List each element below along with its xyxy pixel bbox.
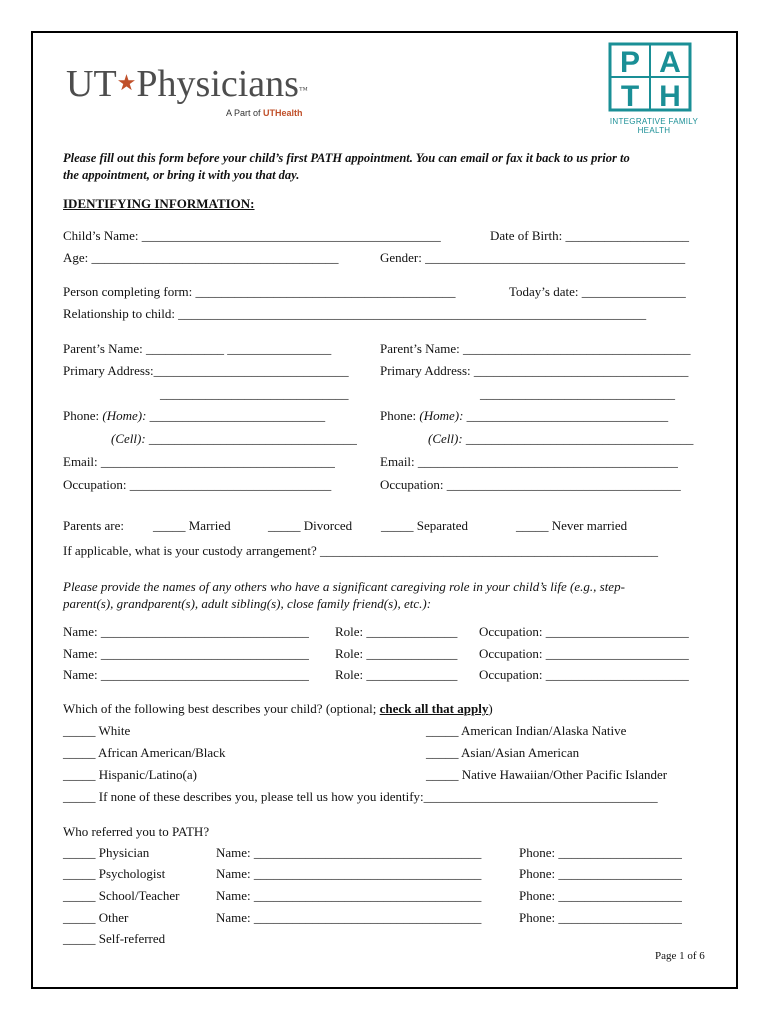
parent2-occupation-field[interactable]: Occupation: ____________________________________: [380, 477, 681, 492]
ut-sub-part: A Part of: [226, 108, 264, 118]
caregiver-occupation-field[interactable]: Occupation: ______________________: [479, 646, 689, 661]
parent2-phone-cell[interactable]: (Cell): ___________________________________: [428, 431, 694, 446]
intro-line-2: the appointment, or bring it with you that day.: [63, 168, 300, 182]
ethnicity-question-close: ): [488, 701, 493, 716]
parent1-name-field[interactable]: Parent’s Name: ____________ ________________: [63, 341, 332, 356]
parent2-address-line2[interactable]: ______________________________: [480, 386, 675, 401]
check-all-emphasis: check all that apply: [379, 701, 489, 716]
married-option[interactable]: _____ Married: [153, 518, 231, 533]
person-completing-field[interactable]: Person completing form: ________________________________________: [63, 284, 456, 299]
never-married-option[interactable]: _____ Never married: [516, 518, 628, 533]
childs-name-field[interactable]: Child’s Name: ______________________________________________: [63, 228, 441, 243]
referral-psychologist-option[interactable]: _____ Psychologist: [63, 866, 166, 881]
ethnicity-question: [63, 701, 493, 717]
phone-label: Phone:: [63, 408, 103, 423]
path-letter-p: P: [619, 46, 641, 79]
path-sub-line1: INTEGRATIVE FAMILY: [609, 117, 699, 126]
separated-option[interactable]: _____ Separated: [381, 518, 469, 533]
caregiver-occupation-field[interactable]: Occupation: ______________________: [479, 667, 689, 682]
referral-phone-field[interactable]: Phone: ___________________: [519, 866, 682, 881]
referral-phone-field[interactable]: Phone: ___________________: [519, 888, 682, 903]
parent2-address-field[interactable]: Primary Address: _________________________________: [380, 363, 689, 378]
parent1-phone-cell[interactable]: (Cell): ________________________________: [111, 431, 357, 446]
dob-field[interactable]: Date of Birth: ___________________: [490, 228, 689, 243]
parent1-address-field[interactable]: Primary Address:______________________________: [63, 363, 349, 378]
caregivers-prompt-2: parent(s), grandparent(s), adult sibling(s), close family friend(s), etc.):: [63, 596, 432, 611]
self-identify-field[interactable]: _____ If none of these describes you, please tell us how you identify:____________________________________: [63, 789, 658, 804]
caregiver-role-field[interactable]: Role: ______________: [335, 646, 458, 661]
caregiver-role-field[interactable]: Role: ______________: [335, 667, 458, 682]
custody-field[interactable]: If applicable, what is your custody arrangement? ____________________________________________________: [63, 543, 659, 558]
divorced-option[interactable]: _____ Divorced: [268, 518, 353, 533]
ut-logo-text-rest: Physicians: [136, 63, 299, 105]
page-number: Page 1 of 6: [655, 950, 705, 962]
referral-other-option[interactable]: _____ Other: [63, 910, 129, 925]
phone-label: Phone:: [380, 408, 420, 423]
american-indian-option[interactable]: _____ American Indian/Alaska Native: [426, 723, 627, 738]
caregiver-occupation-field[interactable]: Occupation: ______________________: [479, 624, 689, 639]
intro-line-1: Please fill out this form before your child’s first PATH appointment. You can email or fax it back to us prior to: [63, 151, 630, 165]
parent1-email-field[interactable]: Email: ____________________________________: [63, 454, 335, 469]
parent2-phone-home[interactable]: [380, 408, 668, 424]
path-letter-t: T: [620, 80, 640, 112]
caregivers-prompt-1: Please provide the names of any others who have a significant caregiving role in your child’s life (e.g., step-: [63, 579, 625, 594]
asian-option[interactable]: _____ Asian/Asian American: [426, 745, 580, 760]
home-phone-value: (Home): ___________________________: [102, 408, 326, 423]
referral-phone-field[interactable]: Phone: ___________________: [519, 910, 682, 925]
path-logo: [608, 42, 692, 112]
hispanic-option[interactable]: _____ Hispanic/Latino(a): [63, 767, 197, 782]
referral-name-field[interactable]: Name: ___________________________________: [216, 866, 482, 881]
star-icon: ★: [116, 70, 137, 96]
referral-physician-option[interactable]: _____ Physician: [63, 845, 150, 860]
parents-are-label: Parents are:: [63, 518, 125, 533]
referral-phone-field[interactable]: Phone: ___________________: [519, 845, 682, 860]
age-field[interactable]: Age: ______________________________________: [63, 250, 339, 265]
ut-logo-subtitle: [226, 108, 303, 118]
uthealth-text: UTHealth: [263, 108, 303, 118]
self-referred-option[interactable]: _____ Self-referred: [63, 931, 166, 946]
ethnicity-question-text: Which of the following best describes your child? (optional;: [63, 701, 380, 716]
ut-physicians-logo: [66, 64, 308, 107]
caregiver-name-field[interactable]: Name: ________________________________: [63, 667, 309, 682]
gender-field[interactable]: Gender: ________________________________________: [380, 250, 686, 265]
path-sub-line2: HEALTH: [637, 126, 671, 135]
path-logo-subtitle: [604, 117, 704, 135]
referral-name-field[interactable]: Name: ___________________________________: [216, 845, 482, 860]
section-title: IDENTIFYING INFORMATION:: [63, 196, 255, 211]
relationship-field[interactable]: Relationship to child: ________________________________________________________________________: [63, 306, 647, 321]
caregiver-name-field[interactable]: Name: ________________________________: [63, 646, 309, 661]
path-letter-a: A: [659, 46, 681, 79]
caregiver-role-field[interactable]: Role: ______________: [335, 624, 458, 639]
parent1-address-line2[interactable]: _____________________________: [160, 386, 349, 401]
white-option[interactable]: _____ White: [63, 723, 131, 738]
parent1-phone-home[interactable]: [63, 408, 325, 424]
hawaiian-option[interactable]: _____ Native Hawaiian/Other Pacific Islander: [426, 767, 668, 782]
african-american-option[interactable]: _____ African American/Black: [63, 745, 226, 760]
ut-logo-text: UT: [66, 63, 117, 105]
todays-date-field[interactable]: Today’s date: ________________: [509, 284, 686, 299]
referral-name-field[interactable]: Name: ___________________________________: [216, 888, 482, 903]
parent1-occupation-field[interactable]: Occupation: _______________________________: [63, 477, 332, 492]
path-letter-h: H: [659, 80, 681, 112]
referral-school-option[interactable]: _____ School/Teacher: [63, 888, 180, 903]
parent2-email-field[interactable]: Email: ________________________________________: [380, 454, 678, 469]
parent2-name-field[interactable]: Parent’s Name: ___________________________________: [380, 341, 691, 356]
trademark-mark: ™: [298, 85, 308, 95]
referral-name-field[interactable]: Name: ___________________________________: [216, 910, 482, 925]
caregiver-name-field[interactable]: Name: ________________________________: [63, 624, 309, 639]
home-phone-value: (Home): _______________________________: [419, 408, 669, 423]
referral-question: Who referred you to PATH?: [63, 824, 210, 839]
